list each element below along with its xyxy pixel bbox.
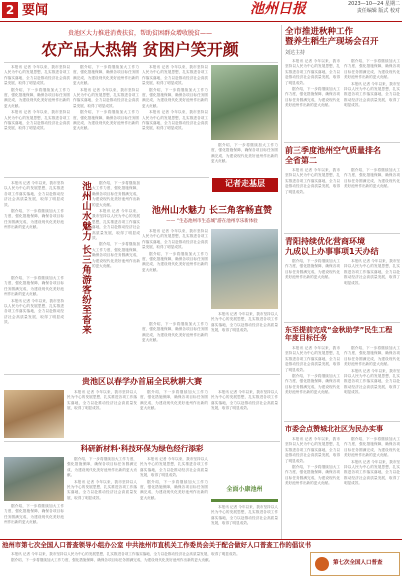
right-fourth-body-col2 bbox=[344, 437, 400, 533]
body-paragraph: 本报讯 记者 今年以来，我市坚持以人民为中心的发展思想，扎实推进各项工作落实落地，全力以赴推动经济社会高质量发展，取得了明显成效。 bbox=[285, 59, 340, 85]
feature-body-col3 bbox=[211, 312, 278, 372]
header-info bbox=[318, 1, 400, 15]
body-paragraph: 据介绍，下一步将继续加大工作力度，强化措施保障，确保各项目标任务圆满完成，为建设现代化美好池州作出新的更大贡献。 bbox=[344, 59, 400, 80]
mid-body-col1 bbox=[67, 390, 137, 438]
science-body-col4 bbox=[211, 505, 278, 535]
lead-body-col2 bbox=[73, 65, 139, 175]
body-paragraph: 本报讯 记者 今年以来，我市坚持以人民为中心的发展思想，扎实推进各项工作落实落地，全力以赴推动经济社会高质量发展，取得了明显成效。 bbox=[142, 110, 208, 131]
body-paragraph: 本报讯 记者 今年以来，我市坚持以人民为中心的发展思想，扎实推进各项工作落实落地，全力以赴推动经济社会高质量发展，取得了明显成效。 bbox=[344, 259, 400, 285]
page-header bbox=[0, 0, 402, 22]
vertical-body-col3 bbox=[4, 276, 64, 371]
body-paragraph: 据介绍，下一步将继续加大工作力度，强化措施保障，确保各项目标任务圆满完成，为建设现代化美好池州作出新的更大贡献。 bbox=[142, 251, 208, 272]
right-fourth-headline: 市委会点赞城北社区为民办实事 bbox=[285, 425, 383, 433]
lead-kicker: 贵池区大力推进消费扶贫，帮助贫困群众增收脱贫—— bbox=[67, 30, 212, 37]
body-paragraph: 据介绍，下一步将继续加大工作力度，强化措施保障，确保各项目标任务圆满完成，为建设现代化美好池州作出新的更大贡献。 bbox=[73, 65, 139, 86]
body-paragraph: 本报讯 记者 今年以来，我市坚持以人民为中心的发展思想，扎实推进各项工作落实落地，全力以赴推动经济社会高质量发展，取得了明显成效。 bbox=[4, 65, 70, 86]
banner-headline: 池州市第七次全国人口普查领导小组办公室 中共池州市直机关工作委员会关于配合做好人口普查工作的倡议书 bbox=[2, 541, 311, 549]
divider bbox=[4, 177, 209, 178]
body-paragraph: 本报讯 记者 今年以来，我市坚持以人民为中心的发展思想，扎实推进各项工作落实落地，全力以赴推动经济社会高质量发展，取得了明显成效。 bbox=[211, 390, 278, 411]
body-paragraph: 本报讯 记者 今年以来，我市坚持以人民为中心的发展思想，扎实推进各项工作落实落地，全力以赴推动经济社会高质量发展，取得了明显成效。 bbox=[285, 346, 340, 372]
lead-headline: 农产品大热销 贫困户笑开颜 bbox=[41, 40, 239, 59]
body-paragraph: 本报讯 记者 今年以来，我市坚持以人民为中心的发展思想，扎实推进各项工作落实落地，全力以赴推动经济社会高质量发展，取得了明显成效。 bbox=[285, 168, 340, 194]
right-second-headline: 青阳持续优化营商环境 九成以上办事事项1天办结 bbox=[285, 237, 379, 256]
census-logo-box bbox=[310, 552, 400, 576]
feature-photo bbox=[211, 229, 278, 309]
body-paragraph: 据介绍，下一步将继续加大工作力度，强化措施保障，确保各项目标任务圆满完成，为建设现代化美好池州作出新的更大贡献。 bbox=[285, 374, 340, 395]
divider bbox=[284, 142, 400, 143]
body-paragraph: 据介绍，下一步将继续加大工作力度，强化措施保障，确保各项目标任务圆满完成，为建设现代化美好池州作出新的更大贡献。 bbox=[142, 87, 208, 108]
feature-body-col2 bbox=[142, 322, 208, 372]
banner-rule bbox=[0, 539, 402, 540]
body-paragraph: 本报讯 记者 今年以来，我市坚持以人民为中心的发展思想，扎实推进各项工作落实落地，全力以赴推动经济社会高质量发展，取得了明显成效。 bbox=[344, 459, 400, 486]
census-logo-label: 第七次全国人口普查 bbox=[333, 560, 383, 566]
body-paragraph: 据介绍，下一步将继续加大工作力度，强化措施保障，确保各项目标任务圆满完成，为建设现代化美好池州作出新的更大贡献。 bbox=[140, 479, 208, 500]
body-paragraph: 本报讯 记者 今年以来，我市坚持以人民为中心的发展思想，扎实推进各项工作落实落地，全力以赴推动经济社会高质量发展，取得了明显成效。 bbox=[67, 390, 137, 411]
column-divider bbox=[281, 25, 282, 540]
right-fourth-body-col1 bbox=[285, 437, 340, 533]
body-paragraph: 本报讯 记者 今年以来，我市坚持以人民为中心的发展思想，扎实推进各项工作落实落地，全力以赴推动经济社会高质量发展，取得了明显成效。 bbox=[344, 81, 400, 108]
feature-subhead: —— “生态池州市生态城”游在池州享乐新体验 bbox=[166, 219, 258, 224]
divider bbox=[284, 233, 400, 234]
body-paragraph: 据介绍，下一步将继续加大工作力度，强化措施保障，确保各项目标任务圆满完成，为建设现代化美好池州作出新的更大贡献。 bbox=[344, 437, 400, 458]
vertical-body-col2 bbox=[92, 181, 140, 371]
stamp2-box bbox=[211, 480, 278, 502]
mid-body-col3 bbox=[211, 390, 278, 438]
lead-body-col3 bbox=[142, 65, 208, 175]
body-paragraph: 据介绍，下一步将继续加大工作力度，强化措施保障，确保各项目标任务圆满完成，为建设现代化美好池州作出新的更大贡献。 bbox=[142, 322, 208, 343]
newspaper-logo: 池州日报 bbox=[250, 1, 306, 17]
body-paragraph: 据介绍，下一步将继续加大工作力度，强化措施保障，确保各项目标任务圆满完成，为建设现代化美好池州作出新的更大贡献。 bbox=[92, 181, 140, 207]
body-paragraph: 据介绍，下一步将继续加大工作力度，强化措施保障，确保各项目标任务圆满完成，为建设现代化美好池州作出新的更大贡献。 bbox=[67, 457, 137, 478]
section-name: 要闻 bbox=[22, 3, 49, 18]
header-info-line: 2023—10—24 星期二 bbox=[347, 1, 400, 7]
body-paragraph: 本报讯 记者 今年以来，我市坚持以人民为中心的发展思想，扎实推进各项工作落实落地，全力以赴推动经济社会高质量发展，取得了明显成效。 bbox=[142, 229, 208, 250]
right-third-body-col1 bbox=[285, 346, 340, 418]
lead-photo bbox=[211, 65, 278, 140]
body-paragraph: 据介绍，下一步将继续加大工作力度，强化措施保障，确保各项目标任务圆满完成，为建设现代化美好池州作出新的更大贡献。 bbox=[4, 276, 64, 297]
body-paragraph: 本报讯 记者 今年以来，我市坚持以人民为中心的发展思想，扎实推进各项工作落实落地，全力以赴推动经济社会高质量发展，取得了明显成效。 bbox=[67, 479, 137, 500]
body-paragraph: 据介绍，下一步将继续加大工作力度，强化措施保障，确保各项目标任务圆满完成，为建设现代化美好池州作出新的更大贡献。 bbox=[92, 242, 140, 269]
body-paragraph: 据介绍，下一步将继续加大工作力度，强化措施保障，确保各项目标任务圆满完成，为建设现代化美好池州作出新的更大贡献。 bbox=[211, 143, 278, 164]
science-body-col3 bbox=[4, 504, 64, 536]
body-paragraph: 本报讯 记者 今年以来，我市坚持以人民为中心的发展思想，扎实推进各项工作落实落地，全力以赴推动经济社会高质量发展，取得了明显成效。 bbox=[344, 368, 400, 395]
mid-headline: 贵池区以春学办首届全民秋耕大赛 bbox=[82, 377, 202, 386]
science-headline: 科研新材料·科技环保为绿色经行添彩 bbox=[80, 444, 204, 453]
right-third-body-col2 bbox=[344, 346, 400, 418]
right-top-body-col1 bbox=[285, 59, 340, 139]
header-rule bbox=[0, 21, 402, 22]
lead-body-col1 bbox=[4, 65, 70, 175]
right-second-body-col2 bbox=[344, 259, 400, 319]
body-paragraph: 本报讯 记者 今年以来，我市坚持以人民为中心的发展思想，扎实推进各项工作落实落地，全力以赴推动经济社会高质量发展，取得了明显成效。 bbox=[285, 437, 340, 463]
body-paragraph: 据介绍，下一步将继续加大工作力度，强化措施保障，确保各项目标任务圆满完成，为建设现代化美好池州作出新的更大贡献。 bbox=[285, 87, 340, 108]
feature-body-col1 bbox=[142, 229, 208, 319]
science-photo bbox=[4, 457, 64, 501]
body-paragraph: 据介绍，下一步将继续加大工作力度，强化措施保障，确保各项目标任务圆满完成，为建设现代化美好池州作出新的更大贡献。 bbox=[285, 465, 340, 486]
page-number: 2 bbox=[2, 2, 18, 18]
science-body-col1 bbox=[67, 457, 137, 535]
right-top-body-col2 bbox=[344, 59, 400, 139]
body-paragraph: 本报讯 记者 今年以来，我市坚持以人民为中心的发展思想，扎实推进各项工作落实落地，全力以赴推动经济社会高质量发展，取得了明显成效。 bbox=[142, 65, 208, 86]
mid-body-col2 bbox=[140, 390, 208, 438]
right-top-headline: 全市推进秋种工作 暨养生稻生产现场会召开 bbox=[285, 27, 379, 48]
body-paragraph: 本报讯 记者 今年以来，我市坚持以人民为中心的发展思想，扎实推进各项工作落实落地，全力以赴推动经济社会高质量发展，取得了明显成效。 bbox=[73, 87, 139, 108]
body-paragraph: 据介绍，下一步将继续加大工作力度，强化措施保障，确保各项目标任务圆满完成，为建设现代化美好池州作出新的更大贡献。 bbox=[4, 504, 64, 525]
body-paragraph: 本报讯 记者 今年以来，我市坚持以人民为中心的发展思想，扎实推进各项工作落实落地，全力以赴推动经济社会高质量发展，取得了明显成效。 bbox=[140, 457, 208, 478]
right-mid-headline: 前三季度池州空气质量排名 全省第二 bbox=[285, 146, 381, 165]
body-paragraph: 据介绍，下一步将继续加大工作力度，强化措施保障，确保各项目标任务圆满完成，为建设现代化美好池州作出新的更大贡献。 bbox=[140, 390, 208, 411]
body-paragraph: 本报讯 记者 今年以来，我市坚持以人民为中心的发展思想，扎实推进各项工作落实落地，全力以赴推动经济社会高质量发展，取得了明显成效。 bbox=[4, 110, 70, 131]
body-paragraph: 本报讯 记者 今年以来，我市坚持以人民为中心的发展思想，扎实推进各项工作落实落地，全力以赴推动经济社会高质量发展，取得了明显成效。 bbox=[11, 552, 240, 556]
body-paragraph: 据介绍，下一步将继续加大工作力度，强化措施保障，确保各项目标任务圆满完成，为建设现代化美好池州作出新的更大贡献。 bbox=[344, 346, 400, 367]
science-body-col2 bbox=[140, 457, 208, 535]
stamp2-label: 全面小康池州 bbox=[226, 486, 263, 493]
feature-stamp: 记者走基层 bbox=[212, 178, 278, 192]
body-paragraph: 本报讯 记者 今年以来，我市坚持以人民为中心的发展思想，扎实推进各项工作落实落地，全力以赴推动经济社会高质量发展，取得了明显成效。 bbox=[92, 209, 140, 241]
body-paragraph: 本报讯 记者 今年以来，我市坚持以人民为中心的发展思想，扎实推进各项工作落实落地，全力以赴推动经济社会高质量发展，取得了明显成效。 bbox=[211, 312, 278, 333]
body-paragraph: 本报讯 记者 今年以来，我市坚持以人民为中心的发展思想，扎实推进各项工作落实落地，全力以赴推动经济社会高质量发展，取得了明显成效。 bbox=[4, 298, 64, 325]
right-mid-body-col1 bbox=[285, 168, 340, 230]
body-paragraph: 据介绍，下一步将继续加大工作力度，强化措施保障，确保各项目标任务圆满完成，为建设现代化美好池州作出新的更大贡献。 bbox=[344, 168, 400, 189]
body-paragraph: 本报讯 记者 今年以来，我市坚持以人民为中心的发展思想，扎实推进各项工作落实落地，全力以赴推动经济社会高质量发展，取得了明显成效。 bbox=[4, 181, 64, 207]
divider bbox=[4, 62, 278, 63]
census-logo-icon bbox=[315, 557, 329, 571]
mid-photo bbox=[4, 390, 64, 438]
header-info-line: 责任编辑 版式 校对 bbox=[356, 8, 400, 14]
feature-headline: 池州山水魅力 长三角客畅直赞 bbox=[151, 206, 273, 216]
divider bbox=[284, 322, 400, 323]
body-paragraph: 据介绍，下一步将继续加大工作力度，强化措施保障，确保各项目标任务圆满完成，为建设现代化美好池州作出新的更大贡献。 bbox=[4, 209, 64, 230]
divider bbox=[4, 441, 280, 442]
right-top-byline: 刘达主持 bbox=[285, 50, 306, 56]
body-paragraph: 据介绍，下一步将继续加大工作力度，强化措施保障，确保各项目标任务圆满完成，为建设现代化美好池州作出新的更大贡献。 bbox=[11, 558, 213, 563]
vertical-headline: 池州山水魅力 长三角游客纷至沓来 bbox=[80, 181, 91, 335]
right-mid-body-col2 bbox=[344, 168, 400, 230]
vertical-body-col1 bbox=[4, 181, 64, 273]
banner-body bbox=[4, 552, 304, 577]
body-paragraph: 据介绍，下一步将继续加大工作力度，强化措施保障，确保各项目标任务圆满完成，为建设现代化美好池州作出新的更大贡献。 bbox=[285, 259, 340, 280]
right-third-headline: 东至提前完成“金秋助学”民生工程 年度目标任务 bbox=[285, 326, 393, 343]
divider bbox=[284, 421, 400, 422]
right-second-body-col1 bbox=[285, 259, 340, 319]
body-paragraph: 据介绍，下一步将继续加大工作力度，强化措施保障，确保各项目标任务圆满完成，为建设现代化美好池州作出新的更大贡献。 bbox=[4, 87, 70, 108]
body-paragraph: 据介绍，下一步将继续加大工作力度，强化措施保障，确保各项目标任务圆满完成，为建设现代化美好池州作出新的更大贡献。 bbox=[73, 110, 139, 131]
lead-body-col4 bbox=[211, 143, 278, 175]
body-paragraph: 本报讯 记者 今年以来，我市坚持以人民为中心的发展思想，扎实推进各项工作落实落地，全力以赴推动经济社会高质量发展，取得了明显成效。 bbox=[211, 505, 278, 526]
divider bbox=[4, 374, 280, 375]
